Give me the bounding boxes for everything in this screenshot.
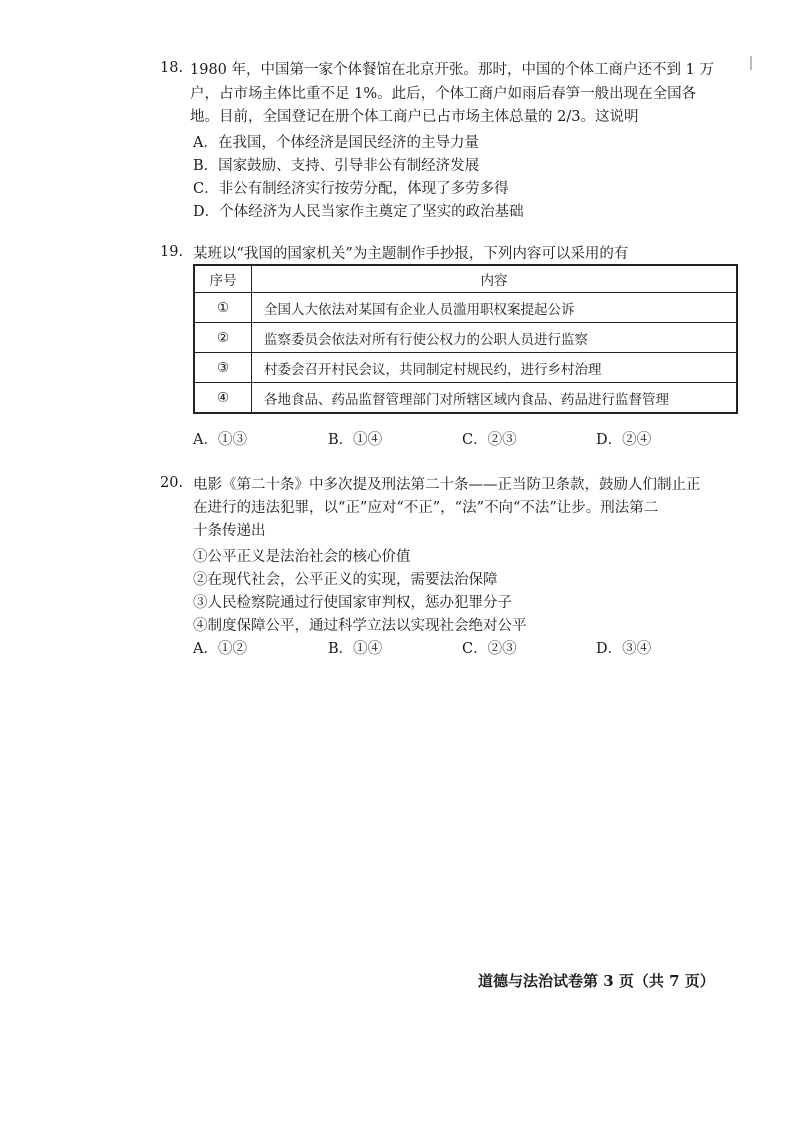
- question-number: 20.: [160, 475, 184, 491]
- table-header-row: [194, 265, 737, 293]
- table-header-content: 内容: [252, 265, 738, 293]
- statement-1: ①公平正义是法治社会的核心价值: [193, 549, 411, 565]
- question-stem-line: 十条传递出: [193, 523, 266, 539]
- option-c: C．非公有制经济实行按劳分配，体现了多劳多得: [193, 181, 509, 197]
- question-stem-line: 户，占市场主体比重不足 1%。此后，个体工商户如雨后春笋一般出现在全国各: [190, 86, 697, 102]
- statement-2: ②在现代社会，公平正义的实现，需要法治保障: [193, 572, 498, 588]
- table-row: [194, 293, 737, 323]
- question-number: 19.: [160, 244, 184, 260]
- table-header-index: 序号: [194, 265, 252, 293]
- option-d: D．③④: [596, 641, 652, 657]
- table-cell-index: ④: [194, 383, 252, 414]
- question-stem-line: 地。目前，全国登记在册个体工商户已占市场主体总量的 2/3。这说明: [190, 109, 639, 125]
- table-cell-index: ①: [194, 293, 252, 323]
- option-d: D．②④: [596, 432, 652, 448]
- question-stem-line: 1980 年，中国第一家个体餐馆在北京开张。那时，中国的个体工商户还不到 1 万: [190, 62, 714, 78]
- table-cell-index: ③: [194, 353, 252, 383]
- statement-3: ③人民检察院通过行使国家审判权，惩办犯罪分子: [193, 595, 512, 611]
- table-cell-content: 各地食品、药品监督管理部门对所辖区域内食品、药品进行监督管理: [252, 383, 738, 414]
- question-number: 18.: [160, 60, 184, 76]
- content-table: [193, 264, 738, 414]
- table-row: [194, 353, 737, 383]
- table-row: [194, 383, 737, 414]
- option-b: B．①④: [328, 432, 383, 448]
- option-a: A．①②: [193, 641, 247, 657]
- option-c: C．②③: [462, 432, 517, 448]
- option-a: A．在我国，个体经济是国民经济的主导力量: [193, 135, 479, 151]
- table-cell-content: 村委会召开村民会议，共同制定村规民约，进行乡村治理: [252, 353, 738, 383]
- table-row: [194, 323, 737, 353]
- option-a: A．①③: [193, 432, 247, 448]
- option-b: B．国家鼓励、支持、引导非公有制经济发展: [193, 158, 480, 174]
- page-footer: 道德与法治试卷第 3 页（共 7 页）: [478, 972, 715, 990]
- question-stem-line: 电影《第二十条》中多次提及刑法第二十条——正当防卫条款，鼓励人们制止正: [193, 477, 701, 493]
- option-b: B．①④: [328, 641, 383, 657]
- table-cell-content: 监察委员会依法对所有行使公权力的公职人员进行监察: [252, 323, 738, 353]
- statement-4: ④制度保障公平，通过科学立法以实现社会绝对公平: [193, 618, 527, 634]
- table-cell-index: ②: [194, 323, 252, 353]
- question-stem-line: 在进行的违法犯罪，以“正”应对“不正”，“法”不向“不法”让步。刑法第二: [193, 500, 659, 516]
- option-c: C．②③: [462, 641, 517, 657]
- option-d: D．个体经济为人民当家作主奠定了坚实的政治基础: [193, 204, 524, 220]
- table-cell-content: 全国人大依法对某国有企业人员滥用职权案提起公诉: [252, 293, 738, 323]
- scan-mark: [750, 56, 752, 70]
- question-stem-line: 某班以“我国的国家机关”为主题制作手抄报，下列内容可以采用的有: [193, 246, 629, 262]
